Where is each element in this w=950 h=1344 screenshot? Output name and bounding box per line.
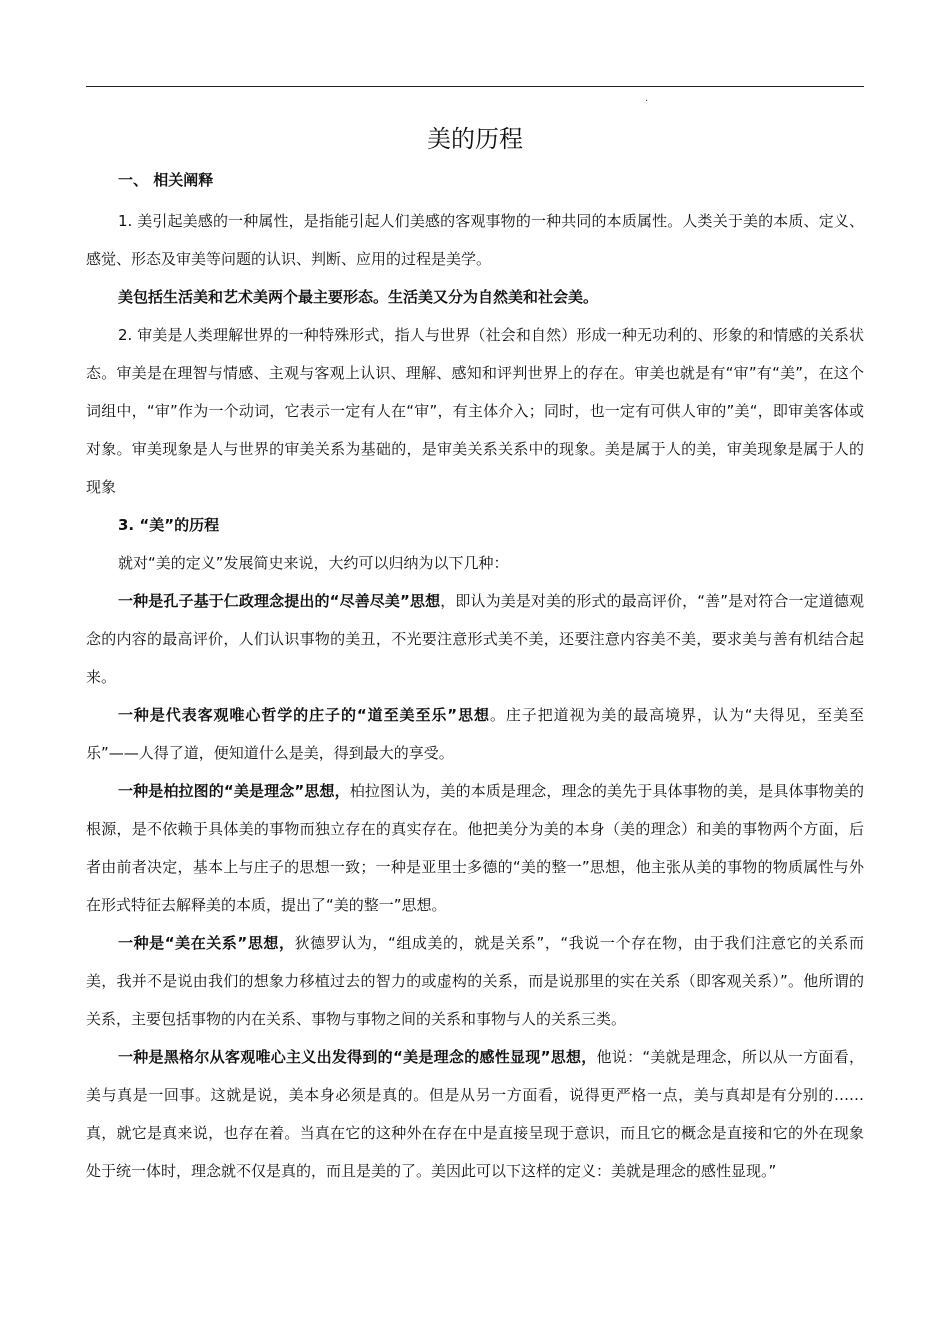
paragraph-diderot [86,924,864,1038]
paragraph-hegel [86,1038,864,1190]
paragraph-beauty-forms: 美包括生活美和艺术美两个最主要形态。生活美又分为自然美和社会美。 [118,288,599,306]
paragraph-text: 他说：“美就是理念，所以从一方面看，美与真是一回事。这就是说，美本身必须是真的。但是从另一方面看，说得更严格一点，美与真却是有分别的……真，就它是真来说，也存在着。当真在它的这种外在存在中是直接呈现于意识，而且它的概念是直接和它的外在现象处于统一体时，理念就不仅是真的，而且是美的了。美因此可以下这样的定义：美就是理念的感性显现。” [86,1048,864,1180]
document-body [86,122,864,1190]
paragraph-text: 狄德罗认为，“组成美的，就是关系”，“我说一个存在物，由于我们注意它的关系而美，我并不是说由我们的想象力移植过去的智力的或虚构的关系，而是说那里的实在关系（即客观关系）”。他所谓的关系，主要包括事物的内在关系、事物与事物之间的关系和事物与人的关系三类。 [86,934,865,1028]
paragraph-lead: 一种是孔子基于仁政理念提出的“尽善尽美”思想 [118,592,441,610]
paragraph-text: 。庄子把道视为美的最高境界，认为“夫得见，至美至乐”——人得了道，便知道什么是美，得到最大的享受。 [86,706,864,762]
paragraph-plato [86,772,864,924]
paragraph-zhuangzi [86,696,864,772]
paragraph-text: 柏拉图认为，美的本质是理念，理念的美先于具体事物的美，是具体事物美的根源，是不依赖于具体美的事物而独立存在的真实存在。他把美分为美的本身（美的理念）和美的事物两个方面，后者由前者决定，基本上与庄子的思想一致；一种是亚里士多德的“美的整一”思想，他主张从美的事物的物质属性与外在形式特征去解释美的本质，提出了“美的整一”思想。 [86,782,864,914]
paragraph-intro: 就对“美的定义”发展简史来说，大约可以归纳为以下几种： [118,554,509,572]
subheading-history: 3. “美”的历程 [118,516,220,534]
paragraph-text: ，即认为美是对美的形式的最高评价，“善”是对符合一定道德观念的内容的最高评价，人们认识事物的美丑，不光要注意形式美不美，还要注意内容美不美，要求美与善有机结合起来。 [86,592,864,686]
section-heading: 一、 相关阐释 [118,171,214,189]
paragraph-lead: 一种是柏拉图的“美是理念”思想， [118,782,350,800]
paragraph-confucius [86,582,864,696]
page-title: 美的历程 [427,125,523,153]
paragraph-lead: 一种是黑格尔从客观唯心主义出发得到的“美是理念的感性显现”思想， [118,1048,597,1066]
paragraph-aesthetics: 2. 审美是人类理解世界的一种特殊形式，指人与世界（社会和自然）形成一种无功利的、形象的和情感的关系状态。审美是在理智与情感、主观与客观上认识、理解、感知和评判世界上的存在。审美也就是有“审”有“美”，在这个词组中，“审”作为一个动词，它表示一定有人在“审”，有主体介入；同时，也一定有可供人审的”美“，即审美客体或对象。审美现象是人与世界的审美关系为基础的，是审美关系关系中的现象。美是属于人的美，审美现象是属于人的现象 [86,326,864,496]
paragraph-lead: 一种是“美在关系”思想， [118,934,295,952]
header-mark: . [645,93,649,104]
header-rule [86,86,864,87]
paragraph-beauty-definition: 1. 美引起美感的一种属性，是指能引起人们美感的客观事物的一种共同的本质属性。人类关于美的本质、定义、感觉、形态及审美等问题的认识、判断、应用的过程是美学。 [86,212,864,268]
paragraph-lead: 一种是代表客观唯心哲学的庄子的“道至美至乐”思想 [118,706,490,724]
